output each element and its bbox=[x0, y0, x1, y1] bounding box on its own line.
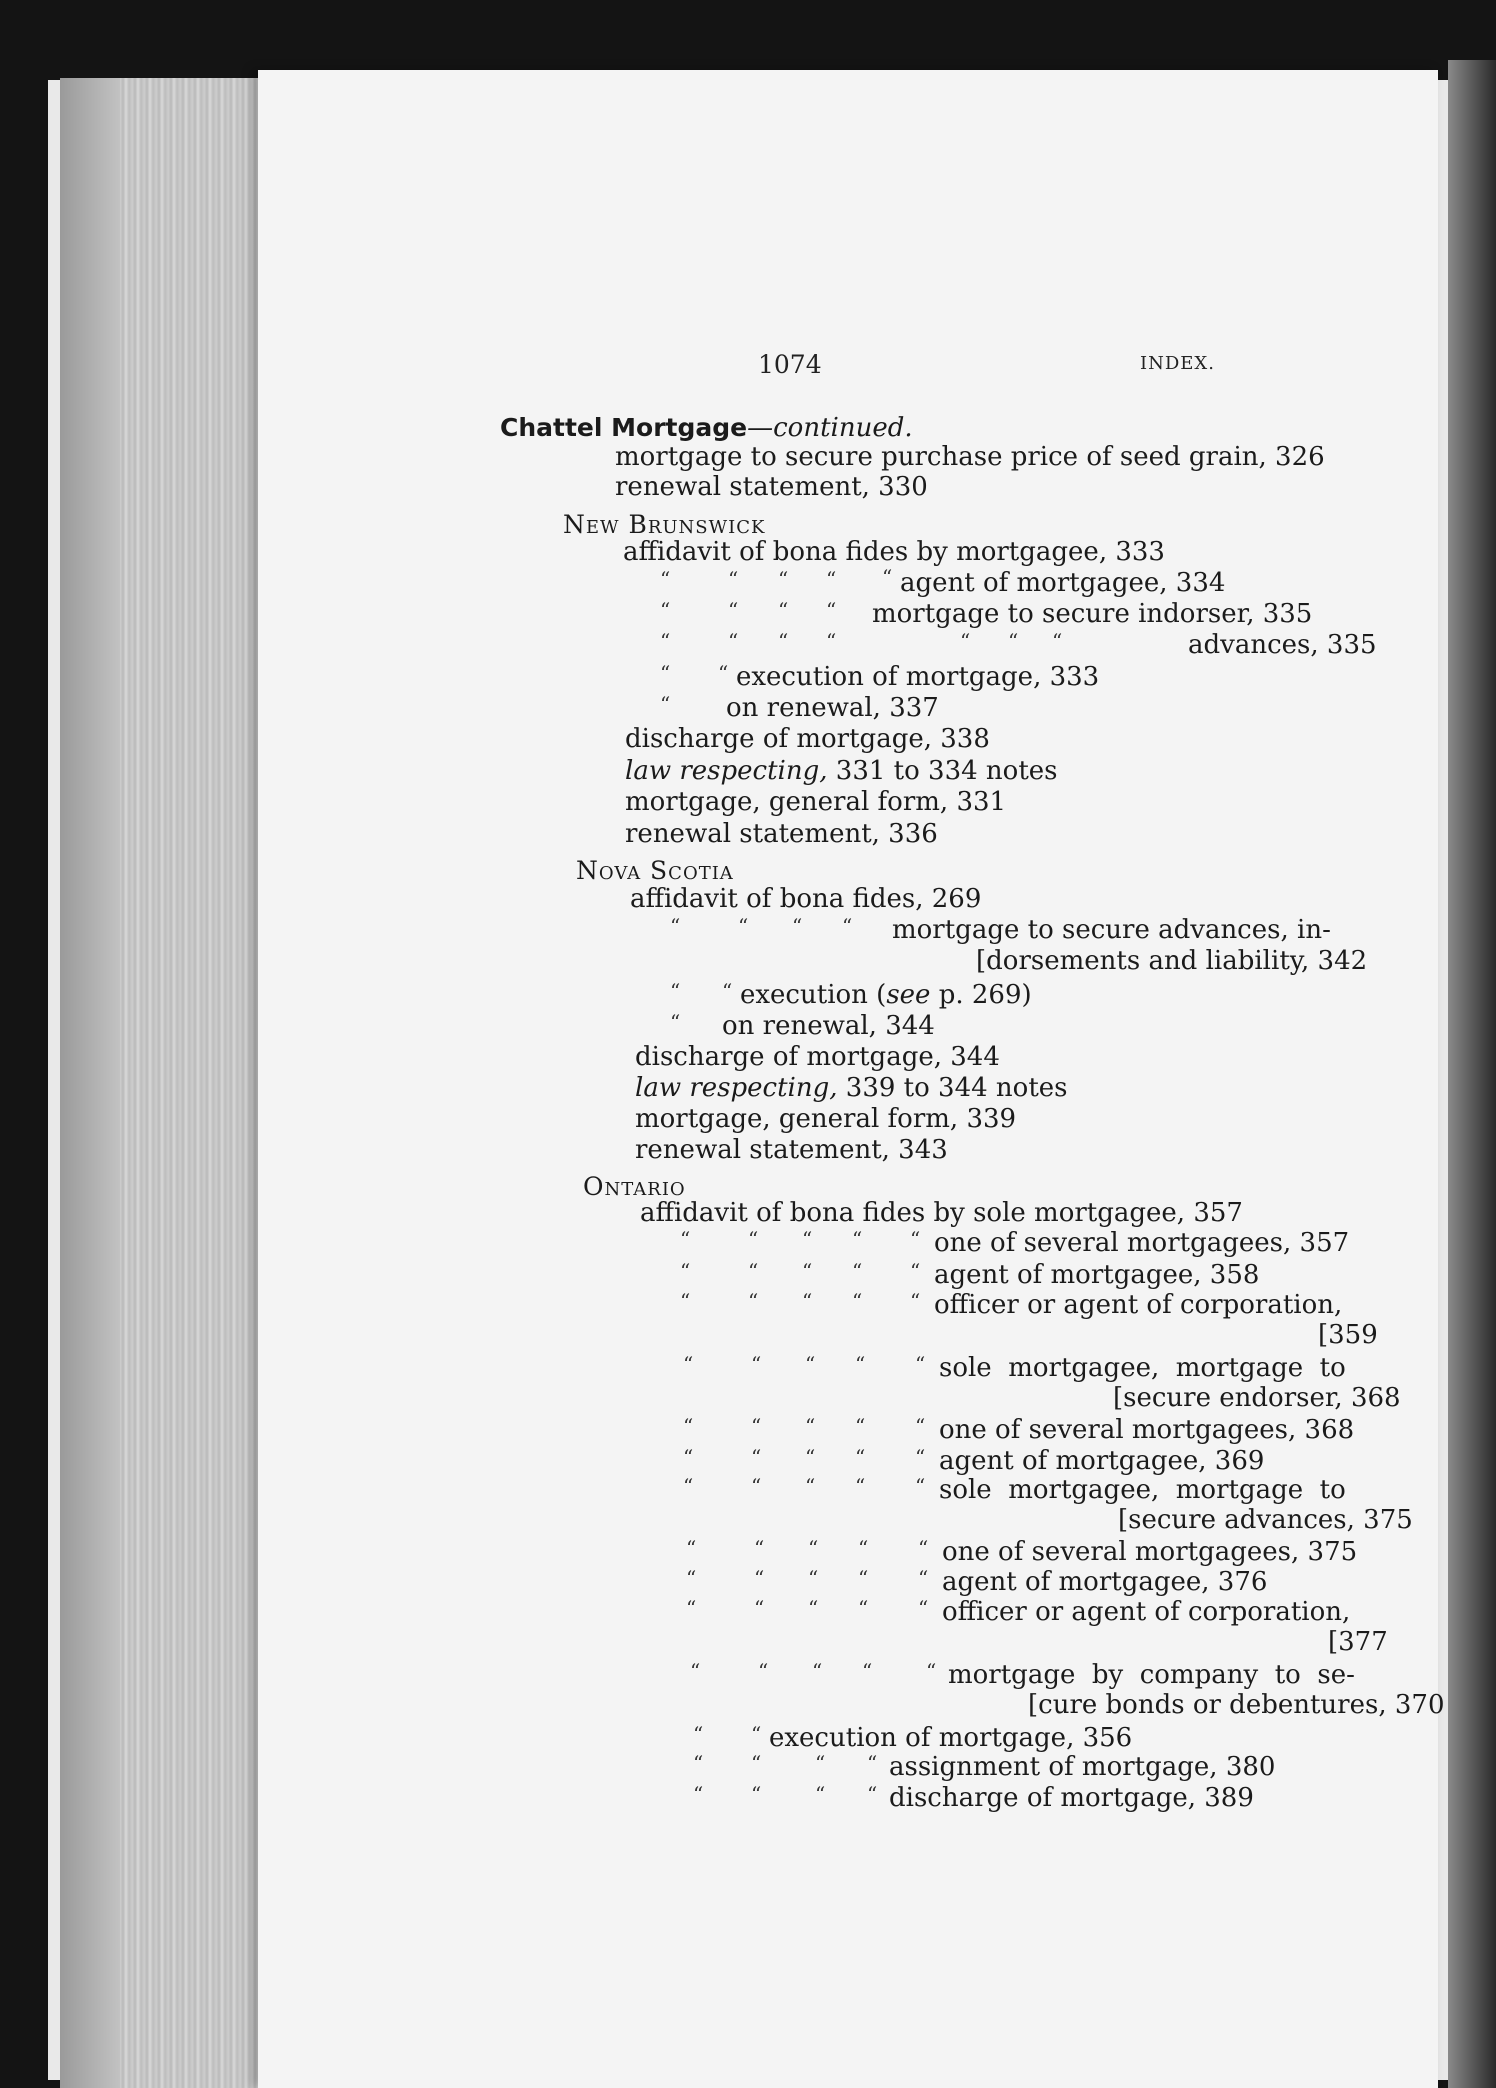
ditto-mark: “ bbox=[792, 914, 803, 938]
entry-heading bbox=[500, 413, 913, 443]
ditto-mark: “ bbox=[680, 1259, 691, 1283]
law-respecting-pages: 331 to 334 notes bbox=[827, 756, 1058, 786]
ditto-mark: “ bbox=[805, 1445, 816, 1469]
ditto-mark: “ bbox=[751, 1352, 762, 1376]
ditto-mark: “ bbox=[808, 1566, 819, 1590]
ditto-mark: “ bbox=[778, 598, 789, 622]
ditto-mark: “ bbox=[855, 1474, 866, 1498]
ditto-mark: “ bbox=[858, 1566, 869, 1590]
ditto-mark: “ bbox=[802, 1289, 813, 1313]
law-respecting-pages: 339 to 344 notes bbox=[837, 1073, 1068, 1103]
ditto-mark: “ bbox=[826, 629, 837, 653]
index-line: mortgage, general form, 331 bbox=[625, 787, 1007, 817]
ditto-mark: “ bbox=[805, 1414, 816, 1438]
section-heading-nova-scotia: Nova Scotia bbox=[576, 856, 734, 885]
ditto-mark: “ bbox=[670, 979, 681, 1003]
ditto-mark: “ bbox=[915, 1474, 926, 1498]
ditto-mark: “ bbox=[748, 1227, 759, 1251]
ditto-mark: “ bbox=[910, 1259, 921, 1283]
ditto-mark: “ bbox=[812, 1659, 823, 1683]
index-line: agent of mortgagee, 358 bbox=[934, 1260, 1260, 1290]
ditto-mark: “ bbox=[693, 1751, 704, 1775]
ditto-mark: “ bbox=[826, 567, 837, 591]
ditto-mark: “ bbox=[690, 1659, 701, 1683]
index-line: affidavit of bona fides, 269 bbox=[630, 884, 982, 914]
ditto-mark: “ bbox=[748, 1259, 759, 1283]
ditto-mark: “ bbox=[826, 598, 837, 622]
ditto-mark: “ bbox=[910, 1289, 921, 1313]
ditto-mark: “ bbox=[808, 1596, 819, 1620]
ditto-mark: “ bbox=[683, 1474, 694, 1498]
ditto-mark: “ bbox=[815, 1782, 826, 1806]
ditto-mark: “ bbox=[686, 1536, 697, 1560]
index-line: one of several mortgagees, 375 bbox=[942, 1537, 1358, 1567]
ditto-mark: “ bbox=[778, 567, 789, 591]
index-line: [cure bonds or debentures, 370 bbox=[1028, 1690, 1445, 1720]
ditto-mark: “ bbox=[680, 1227, 691, 1251]
index-line: mortgage, general form, 339 bbox=[635, 1104, 1017, 1134]
index-line: sole mortgagee, mortgage to bbox=[939, 1353, 1346, 1383]
ditto-mark: “ bbox=[683, 1352, 694, 1376]
ditto-mark: “ bbox=[858, 1596, 869, 1620]
ditto-mark: “ bbox=[718, 661, 729, 685]
index-line: [secure endorser, 368 bbox=[1113, 1383, 1401, 1413]
index-line: one of several mortgagees, 368 bbox=[939, 1415, 1355, 1445]
ditto-mark: “ bbox=[802, 1227, 813, 1251]
entry-heading-title: Chattel Mortgage bbox=[500, 413, 748, 442]
index-line: mortgage to secure purchase price of seed grain, 326 bbox=[615, 442, 1325, 472]
ditto-mark: “ bbox=[754, 1596, 765, 1620]
ditto-mark: “ bbox=[680, 1289, 691, 1313]
ditto-mark: “ bbox=[815, 1751, 826, 1775]
index-line: mortgage to secure advances, in- bbox=[892, 915, 1331, 945]
ditto-mark: “ bbox=[751, 1782, 762, 1806]
ditto-mark: “ bbox=[751, 1445, 762, 1469]
ditto-mark: “ bbox=[858, 1536, 869, 1560]
page-number: 1074 bbox=[758, 350, 822, 379]
index-line: on renewal, 337 bbox=[726, 693, 939, 723]
ditto-mark: “ bbox=[683, 1445, 694, 1469]
ditto-mark: “ bbox=[754, 1566, 765, 1590]
ditto-mark: “ bbox=[670, 914, 681, 938]
ditto-mark: “ bbox=[882, 565, 893, 589]
page-ref: p. 269) bbox=[930, 980, 1032, 1010]
index-line: affidavit of bona fides by sole mortgagee, 357 bbox=[640, 1198, 1243, 1228]
section-heading-new-brunswick: New Brunswick bbox=[563, 510, 766, 539]
ditto-mark: “ bbox=[867, 1751, 878, 1775]
ditto-mark: “ bbox=[751, 1414, 762, 1438]
ditto-mark: “ bbox=[778, 629, 789, 653]
index-line: execution of mortgage, 333 bbox=[736, 662, 1100, 692]
ditto-mark: “ bbox=[808, 1536, 819, 1560]
ditto-mark: “ bbox=[693, 1722, 704, 1746]
index-line: [359 bbox=[1318, 1320, 1378, 1350]
ditto-mark: “ bbox=[751, 1474, 762, 1498]
index-line bbox=[635, 1073, 1068, 1103]
index-line: advances, 335 bbox=[1188, 630, 1377, 660]
ditto-mark: “ bbox=[960, 629, 971, 653]
index-line: [377 bbox=[1328, 1627, 1388, 1657]
index-line bbox=[625, 756, 1058, 786]
index-line: officer or agent of corporation, bbox=[934, 1290, 1343, 1320]
ditto-mark: “ bbox=[660, 692, 671, 716]
index-line: mortgage to secure indorser, 335 bbox=[872, 599, 1313, 629]
index-line: [secure advances, 375 bbox=[1118, 1505, 1413, 1535]
ditto-mark: “ bbox=[802, 1259, 813, 1283]
ditto-mark: “ bbox=[751, 1751, 762, 1775]
index-line: officer or agent of corporation, bbox=[942, 1597, 1351, 1627]
section-heading-ontario: Ontario bbox=[583, 1172, 686, 1201]
ditto-mark: “ bbox=[867, 1782, 878, 1806]
ditto-mark: “ bbox=[660, 598, 671, 622]
ditto-mark: “ bbox=[748, 1289, 759, 1313]
index-line: renewal statement, 330 bbox=[615, 472, 928, 502]
law-respecting-label: law respecting, bbox=[635, 1073, 838, 1103]
page-header-title: INDEX. bbox=[1140, 353, 1215, 374]
ditto-mark: “ bbox=[693, 1782, 704, 1806]
index-line: affidavit of bona fides by mortgagee, 333 bbox=[623, 537, 1165, 567]
book-page bbox=[258, 70, 1445, 2088]
ditto-mark: “ bbox=[686, 1566, 697, 1590]
law-respecting-label: law respecting, bbox=[625, 756, 828, 786]
ditto-mark: “ bbox=[728, 598, 739, 622]
ditto-mark: “ bbox=[805, 1474, 816, 1498]
entry-heading-continued: —continued. bbox=[747, 413, 913, 443]
ditto-mark: “ bbox=[686, 1596, 697, 1620]
ditto-mark: “ bbox=[728, 629, 739, 653]
ditto-mark: “ bbox=[918, 1566, 929, 1590]
index-line: discharge of mortgage, 344 bbox=[635, 1042, 1000, 1072]
ditto-mark: “ bbox=[754, 1536, 765, 1560]
ditto-mark: “ bbox=[918, 1596, 929, 1620]
gutter-shadow bbox=[1448, 60, 1496, 2088]
index-line: agent of mortgagee, 369 bbox=[939, 1446, 1265, 1476]
ditto-mark: “ bbox=[852, 1227, 863, 1251]
index-line: [dorsements and liability, 342 bbox=[976, 946, 1368, 976]
ditto-mark: “ bbox=[915, 1414, 926, 1438]
index-line bbox=[740, 980, 1032, 1010]
ditto-mark: “ bbox=[660, 567, 671, 591]
index-line: execution of mortgage, 356 bbox=[769, 1723, 1133, 1753]
index-line: renewal statement, 336 bbox=[625, 819, 938, 849]
ditto-mark: “ bbox=[852, 1289, 863, 1313]
ditto-mark: “ bbox=[926, 1659, 937, 1683]
ditto-mark: “ bbox=[738, 914, 749, 938]
index-line: agent of mortgagee, 334 bbox=[900, 568, 1226, 598]
index-line: assignment of mortgage, 380 bbox=[889, 1752, 1276, 1782]
ditto-mark: “ bbox=[728, 567, 739, 591]
ditto-mark: “ bbox=[1052, 629, 1063, 653]
ditto-mark: “ bbox=[915, 1445, 926, 1469]
ditto-mark: “ bbox=[1008, 629, 1019, 653]
ditto-mark: “ bbox=[855, 1445, 866, 1469]
ditto-mark: “ bbox=[918, 1536, 929, 1560]
ditto-mark: “ bbox=[670, 1010, 681, 1034]
index-line: agent of mortgagee, 376 bbox=[942, 1567, 1268, 1597]
index-line: discharge of mortgage, 389 bbox=[889, 1783, 1254, 1813]
ditto-mark: “ bbox=[910, 1227, 921, 1251]
index-line: mortgage by company to se- bbox=[948, 1660, 1355, 1690]
ditto-mark: “ bbox=[758, 1659, 769, 1683]
ditto-mark: “ bbox=[855, 1414, 866, 1438]
ditto-mark: “ bbox=[862, 1659, 873, 1683]
ditto-mark: “ bbox=[855, 1352, 866, 1376]
ditto-mark: “ bbox=[683, 1414, 694, 1438]
ditto-mark: “ bbox=[842, 914, 853, 938]
see-text: see bbox=[886, 980, 931, 1010]
ditto-mark: “ bbox=[751, 1722, 762, 1746]
ditto-mark: “ bbox=[722, 979, 733, 1003]
index-line: sole mortgagee, mortgage to bbox=[939, 1475, 1346, 1505]
index-line: one of several mortgagees, 357 bbox=[934, 1228, 1350, 1258]
ditto-mark: “ bbox=[805, 1352, 816, 1376]
ditto-mark: “ bbox=[915, 1352, 926, 1376]
execution-text: execution ( bbox=[740, 980, 887, 1010]
ditto-mark: “ bbox=[852, 1259, 863, 1283]
ditto-mark: “ bbox=[660, 661, 671, 685]
index-line: on renewal, 344 bbox=[722, 1011, 935, 1041]
ditto-mark: “ bbox=[660, 629, 671, 653]
index-line: discharge of mortgage, 338 bbox=[625, 724, 990, 754]
index-line: renewal statement, 343 bbox=[635, 1135, 948, 1165]
